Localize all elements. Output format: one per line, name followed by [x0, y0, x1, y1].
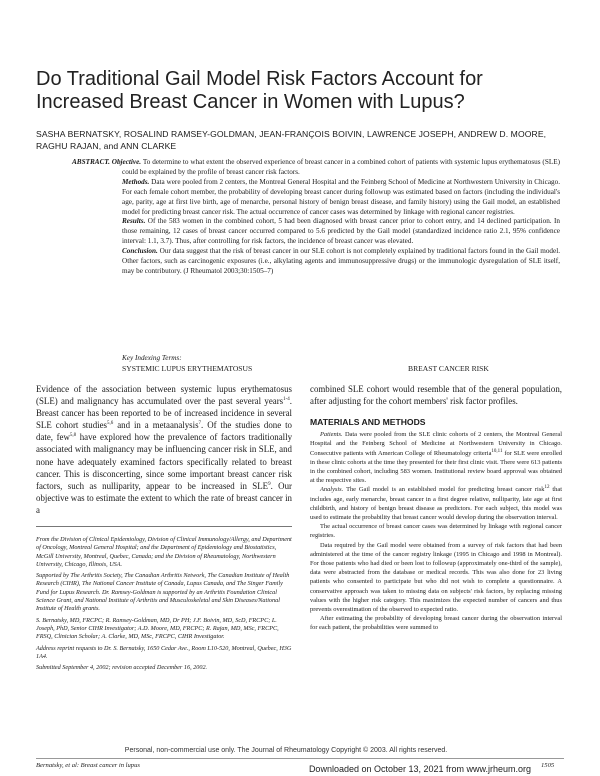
- intro-text-2: . Breast cancer has been reported to be of increased incidence in several SLE cohort studies: [36, 396, 292, 431]
- conclusion-text: Our data suggest that the risk of breast cancer in our SLE cohort is not completely explained by traditional factors found in the Gail model. Other factors, such as carcinogenic exposures (i.e., alkylating agents and immunosuppressive drugs) or the immunologic dysregulation of SLE itself, may be contributory. (J Rheumatol 2003;30:1505–7): [122, 247, 561, 275]
- patients-paragraph: [310, 430, 562, 485]
- intro-paragraph: [36, 383, 292, 516]
- keyword-breast-cancer-risk: BREAST CANCER RISK: [408, 364, 489, 373]
- analysis-paragraph: [310, 485, 562, 522]
- footnote-affiliations: From the Division of Clinical Epidemiology, Division of Clinical Immunology/Allergy, and Department of Oncology, Montreal General Hospital; and the Department of Epidemiology and Biostatistics, McGill University, Montreal, Quebec, Canada; and the Division of Rheumatology, Northwestern University, Chicago, Illinois, USA.: [36, 536, 292, 568]
- abstract-conclusion: [72, 247, 560, 277]
- patients-label: Patients.: [320, 431, 343, 439]
- methods-column: [310, 383, 562, 633]
- analysis-label: Analysis.: [320, 486, 344, 494]
- analysis-text-2: that includes age, early menarche, breast cancer in a first degree relative, nulliparity, late age at first childbirth, and history of benign breast disease as predictors. For each subject, this model was used to estimate the probability that breast cancer would develop during the observation interval.: [310, 486, 562, 522]
- abstract-objective: [72, 158, 560, 178]
- footnote-reprints: Address reprint requests to Dr. S. Bernatsky, 1650 Cedar Ave., Room L10-520, Montreal, Quebec, H3G 1A4.: [36, 644, 292, 660]
- footnote-funding: Supported by The Arthritis Society, The Canadian Arthritis Network, The Canadian Institute of Health Research (CIHR), The National Cancer Institute of Canada, Lupus Canada, and The Singer Family Fund for Lupus Research. Dr. Ramsey-Goldman is supported by an Arthritis Foundation Clinical Science Grant, and National Institute of Arthritis and Musculoskeletal and Skin Diseases/National Institute of Health grants.: [36, 572, 290, 613]
- citation-ref: 5,6: [107, 421, 114, 427]
- intro-text-3: and in a metaanalysis: [113, 420, 199, 431]
- patients-text-2: for SLE were enrolled in these clinic cohorts at the time they presented for their first clinic visit. There were 613 patients in the combined cohort, including 583 women. Institutional review board approval was obtained at the respective sites.: [310, 449, 562, 485]
- abstract-results: [72, 217, 560, 247]
- page-number: 1505: [541, 762, 555, 769]
- author-list: SASHA BERNATSKY, ROSALIND RAMSEY-GOLDMAN, JEAN-FRANÇOIS BOIVIN, LAWRENCE JOSEPH, ANDREW D. MOORE, RAGHU RAJAN, and ANN CLARKE: [36, 129, 547, 151]
- analysis-text: The Gail model is an established model for predicting breast cancer risk: [346, 486, 545, 494]
- citation-ref: 12: [544, 485, 550, 491]
- article-title: Do Traditional Gail Model Risk Factors Account for Increased Breast Cancer in Women with Lupus?: [36, 68, 483, 113]
- intro-continued: combined SLE cohort would resemble that of the general population, after adjusting for the cohort members' risk factor profiles.: [310, 384, 562, 407]
- running-footer: Bernatsky, et al: Breast cancer in lupus: [36, 762, 140, 769]
- results-label: Results.: [122, 217, 146, 226]
- footer-divider: [36, 758, 564, 759]
- footnote-submitted: Submitted September 4, 2002; revision accepted December 16, 2002.: [36, 664, 208, 672]
- intro-text-5: have explored how the prevalence of factors traditionally associated with malignancy may be influencing cancer risk in SLE, and none have adequately examined factors specifically related to breast cancer. This is disconcerting, since some important breast cancer risk factors, such as nulliparity, appear to be increased in SLE: [36, 432, 293, 491]
- section-heading-methods: MATERIALS AND METHODS: [310, 417, 426, 428]
- footnote-divider: [36, 526, 292, 527]
- abstract-methods: [72, 178, 560, 218]
- intro-text-column: [36, 383, 292, 516]
- results-text: Of the 583 women in the combined cohort, 5 had been diagnosed with breast cancer prior to cohort entry, and 14 declined participation. In those remaining, 12 cases of breast cancer occurred compared to 5.6 predicted by the Gail model (standardized incidence ratio 2.1, 95% confidence interval: 1.1, 3.7). Thus, after controlling for risk factors, the incidence of breast cancer was elevated.: [122, 217, 560, 246]
- keywords-heading: Key Indexing Terms:: [122, 354, 182, 362]
- objective-text: To determine to what extent the observed experience of breast cancer in a combined cohort of patients with systemic lupus erythematosus (SLE) could be explained by the profile of breast cancer risk factors.: [122, 158, 560, 176]
- methods-label: Methods.: [122, 177, 150, 186]
- intro-text-6: . Our objective was to estimate the extent to which the rate of breast cancer in a: [36, 480, 292, 515]
- probability-paragraph: After estimating the probability of developing breast cancer during the observation interval for each patient, the probabilities were summed to: [310, 615, 562, 632]
- copyright-notice: Personal, non-commercial use only. The Journal of Rheumatology Copyright © 2003. All rights reserved.: [124, 747, 448, 754]
- objective-label: ABSTRACT. Objective.: [72, 158, 142, 166]
- methods-text: Data were pooled from 2 centers, the Montreal General Hospital and the Feinberg School of Medicine at Northwestern University in Chicago. For each female cohort member, the probability of developing breast cancer during followup was estimated based on factors (including the individual's age, parity, age at first live birth, age of menarche, personal history of benign breast disease, and family history) using the Gail model, an established model for predicting breast cancer risk. The actual occurrence of cancer cases was determined by linkage with regional cancer registries.: [122, 177, 561, 216]
- conclusion-label: Conclusion.: [122, 247, 158, 256]
- citation-ref: 7: [198, 421, 202, 427]
- registry-paragraph: The actual occurrence of breast cancer cases was determined by linkage with regional cancer registries.: [310, 523, 562, 540]
- citation-ref: 10,11: [491, 448, 503, 454]
- intro-text-4: . Of the studies done to date, few: [36, 420, 292, 443]
- citation-ref: 5,8: [69, 433, 77, 439]
- keyword-sle: SYSTEMIC LUPUS ERYTHEMATOSUS: [122, 364, 253, 373]
- footnote-credentials: S. Bernatsky, MD, FRCPC; R. Ramsey-Goldman, MD, Dr PH; J.F. Boivin, MD, ScD, FRCPC; L. Joseph, PhD, Senior CIHR Investigator; A.D. Moore, MD, FRCPC; R. Rajan, MD, MSc, FRCPC, FRSQ, Clinician Scholar; A. Clarke, MD, MSc, FRCPC, CIHR Investigator.: [36, 616, 279, 641]
- patients-text: Data were pooled from the SLE clinic cohorts of 2 centers, the Montreal General Hospital and the Feinberg School of Medicine at Northwestern University in Chicago. Consecutive patients with American College of Rheumatology criteria: [310, 431, 562, 457]
- citation-ref: 9: [268, 481, 271, 487]
- survey-paragraph: Data required by the Gail model were obtained from a survey of risk factors that had been administered at the time of the cancer registry linkage (1995 in Chicago and 1998 in Montreal). For those patients who had died or been lost to followup (approximately one-third of the sample), data were abstracted from the database or medical records. This was also done for 23 living patients who consented to participate but who did not wish to complete a questionnaire. A conservative approach was taken to missing data on subjects' risk factors, by replacing missing values with the higher risk category. This maximizes the expected number of cancers and thus prevents overestimation of the observed to expected ratio.: [310, 541, 562, 614]
- download-stamp: Downloaded on October 13, 2021 from www.jrheum.org: [308, 764, 532, 774]
- citation-ref: 1-4: [283, 397, 290, 403]
- intro-text-1: Evidence of the association between systemic lupus erythematosus (SLE) and malignancy has accumulated over the past several years: [36, 384, 292, 407]
- footnotes: [36, 536, 292, 675]
- abstract: [72, 158, 560, 277]
